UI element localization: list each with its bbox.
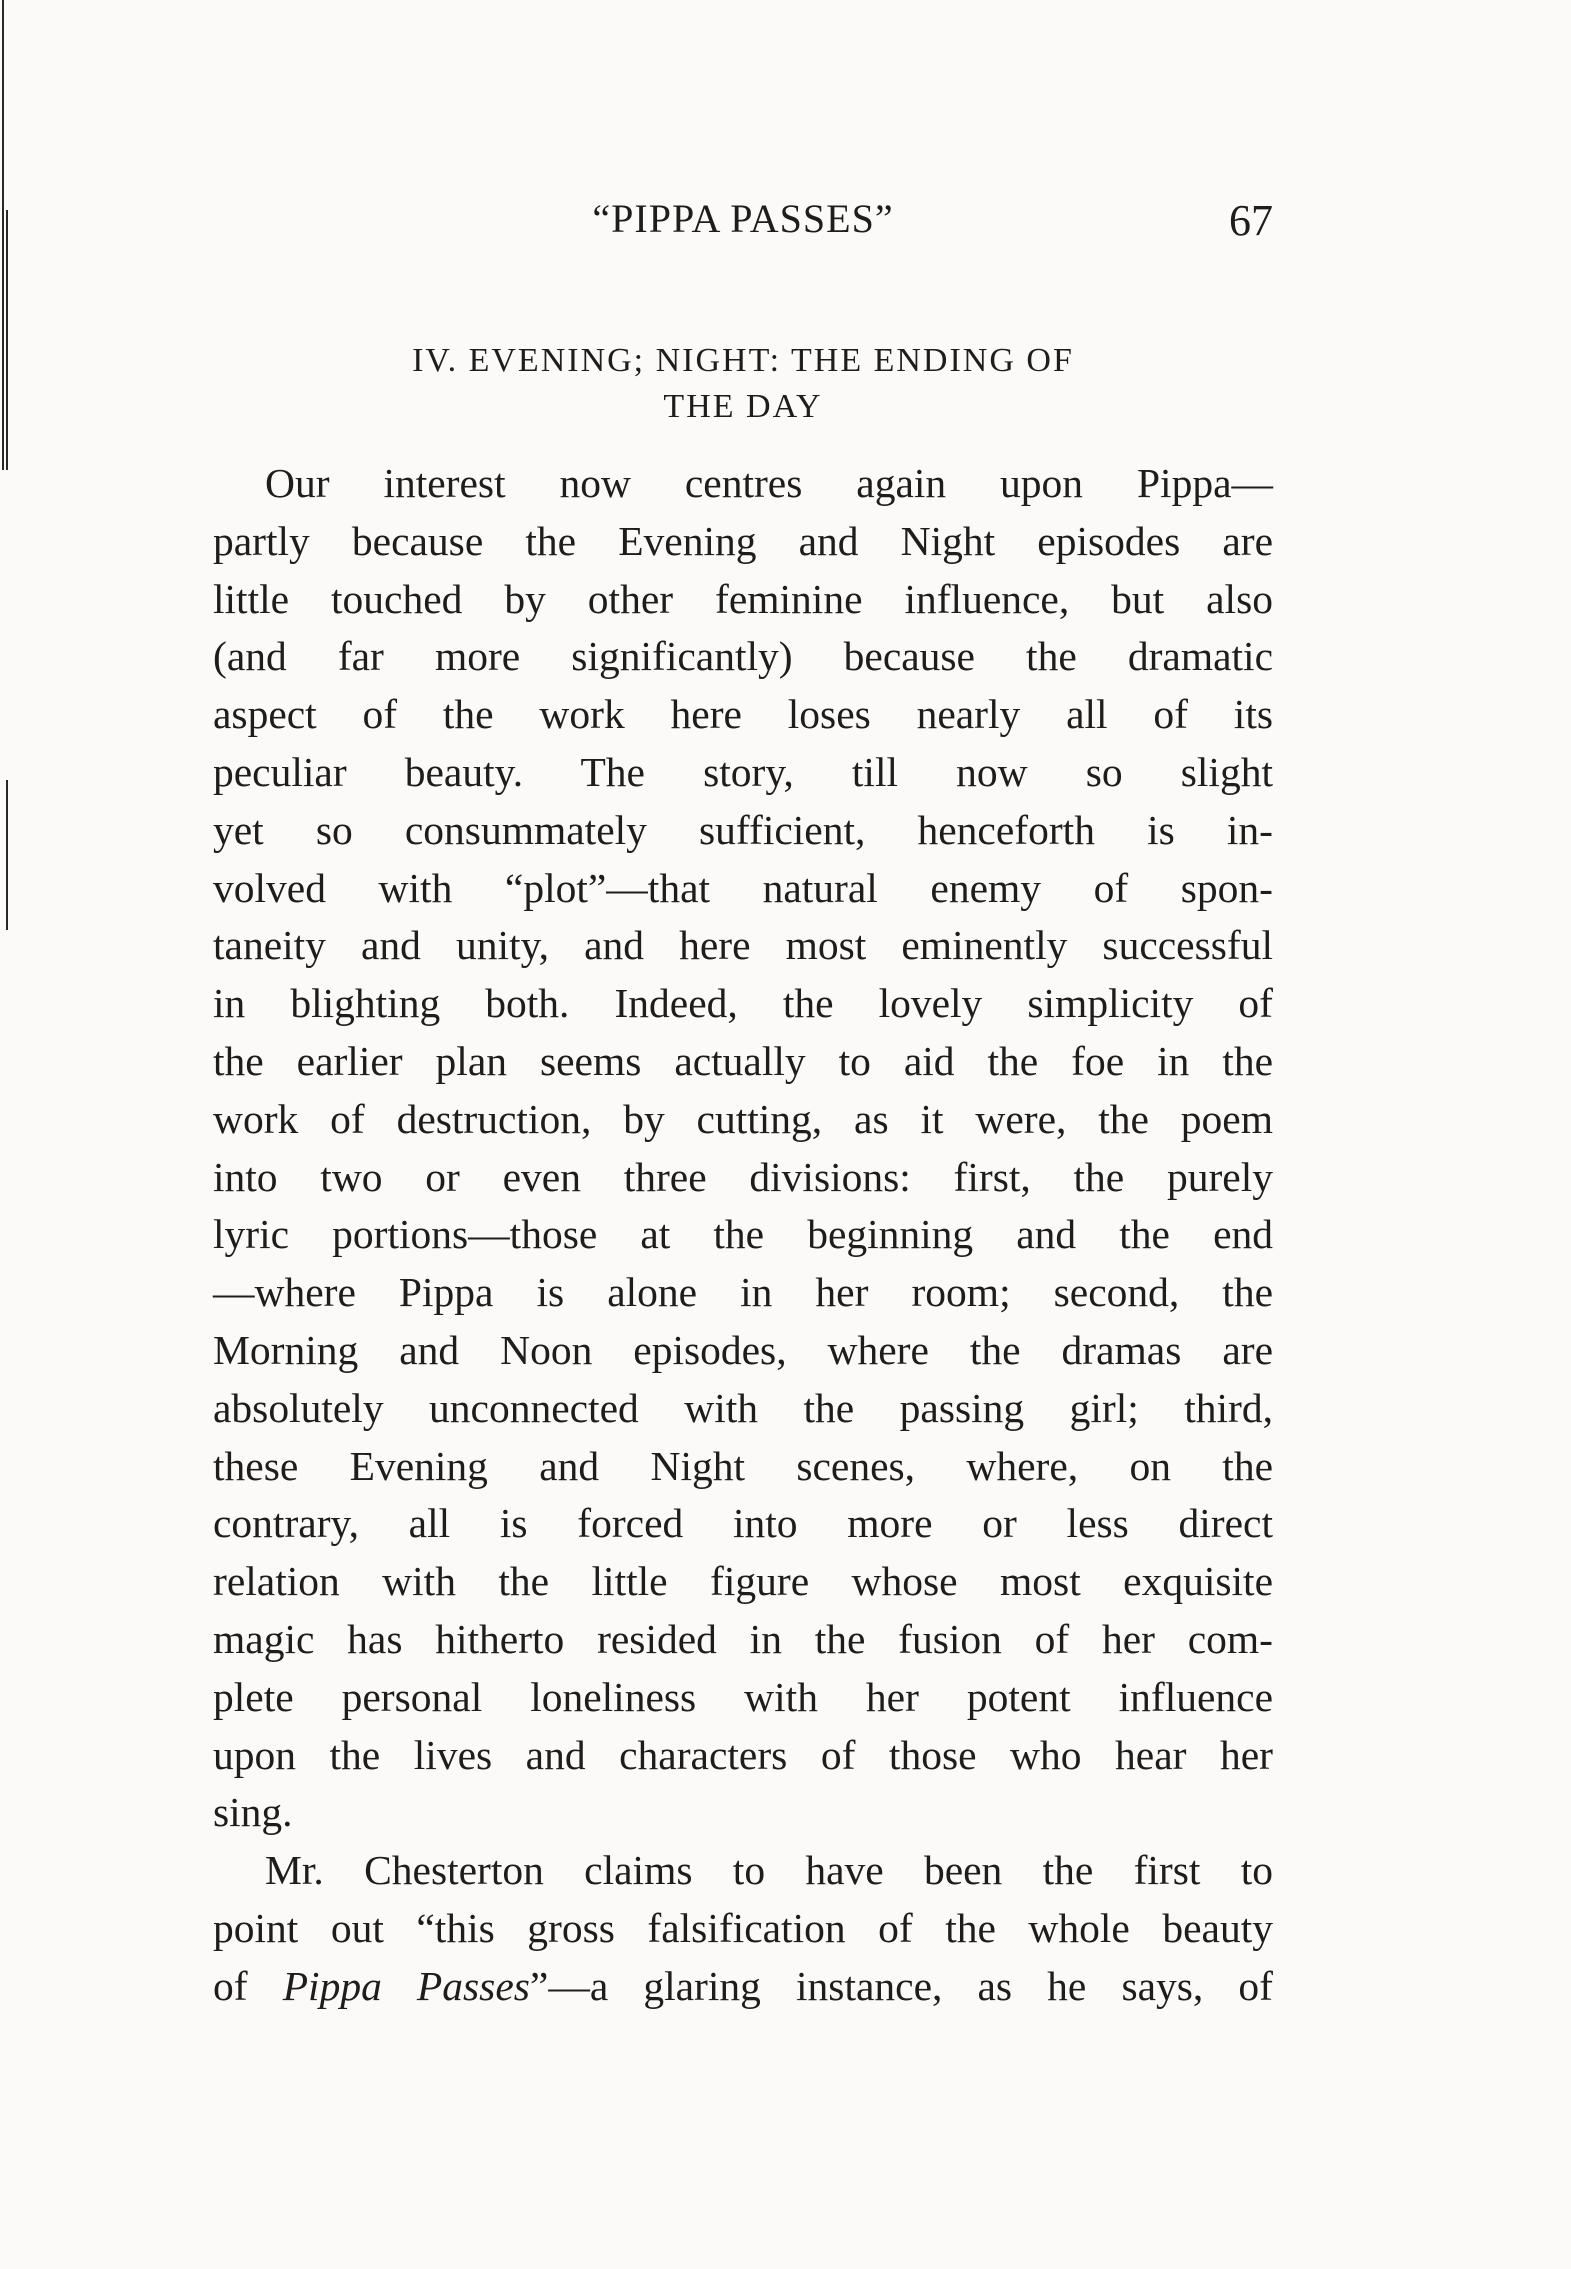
text-line: into two or even three divisions: first, the purely <box>213 1153 1273 1200</box>
paragraph <box>213 455 1273 1842</box>
section-heading-line: THE DAY <box>663 388 823 425</box>
text-line: (and far more significantly) because the dramatic <box>213 633 1273 680</box>
text-line: yet so consummately sufficient, henceforth is in- <box>213 806 1273 853</box>
text-line: Mr. Chesterton claims to have been the first to <box>265 1847 1273 1894</box>
text-line: contrary, all is forced into more or less direct <box>213 1500 1273 1547</box>
body-text <box>213 455 1273 2016</box>
italic-title: Pippa Passes <box>282 1962 530 2009</box>
text-line: in blighting both. Indeed, the lovely simplicity of <box>213 980 1273 1027</box>
text-line: relation with the little figure whose most exquisite <box>213 1558 1273 1605</box>
text-line: the earlier plan seems actually to aid the foe in the <box>213 1037 1273 1084</box>
binding-edge-mark <box>2 0 4 470</box>
text-line <box>213 1958 1273 2016</box>
page-number: 67 <box>1229 196 1273 245</box>
text-line: Our interest now centres again upon Pippa— <box>265 460 1273 506</box>
text-line: point out “this gross falsification of the whole beauty <box>213 1904 1273 1951</box>
text-line: peculiar beauty. The story, till now so slight <box>213 748 1273 795</box>
text-line: aspect of the work here loses nearly all of its <box>213 691 1273 738</box>
text-line: lyric portions—those at the beginning and the end <box>213 1211 1273 1258</box>
binding-edge-mark <box>6 210 8 470</box>
text-line: partly because the Evening and Night episodes are <box>213 517 1273 564</box>
text-fragment: of <box>213 1962 283 2009</box>
binding-edge-mark <box>6 780 8 930</box>
section-heading <box>213 338 1273 430</box>
text-line: work of destruction, by cutting, as it were, the poem <box>213 1095 1273 1142</box>
text-line: little touched by other feminine influence, but also <box>213 575 1273 622</box>
page-header <box>213 195 1273 255</box>
text-line: taneity and unity, and here most eminently successful <box>213 922 1273 969</box>
text-line: magic has hitherto resided in the fusion of her com- <box>213 1615 1273 1662</box>
text-line: sing. <box>213 1789 293 1836</box>
text-line: these Evening and Night scenes, where, on the <box>213 1442 1273 1489</box>
running-title: “PIPPA PASSES” <box>592 196 894 241</box>
text-line: —where Pippa is alone in her room; second, the <box>213 1269 1273 1316</box>
paragraph <box>213 1842 1273 2015</box>
text-line: Morning and Noon episodes, where the dramas are <box>213 1326 1273 1373</box>
section-heading-line: IV. EVENING; NIGHT: THE ENDING OF <box>412 342 1074 379</box>
text-line: plete personal loneliness with her potent influence <box>213 1673 1273 1720</box>
text-line: volved with “plot”—that natural enemy of spon- <box>213 864 1273 911</box>
text-fragment: ”—a glaring instance, as he says, of <box>529 1962 1273 2009</box>
text-line: upon the lives and characters of those who hear her <box>213 1731 1273 1778</box>
text-line: absolutely unconnected with the passing girl; third, <box>213 1384 1273 1431</box>
